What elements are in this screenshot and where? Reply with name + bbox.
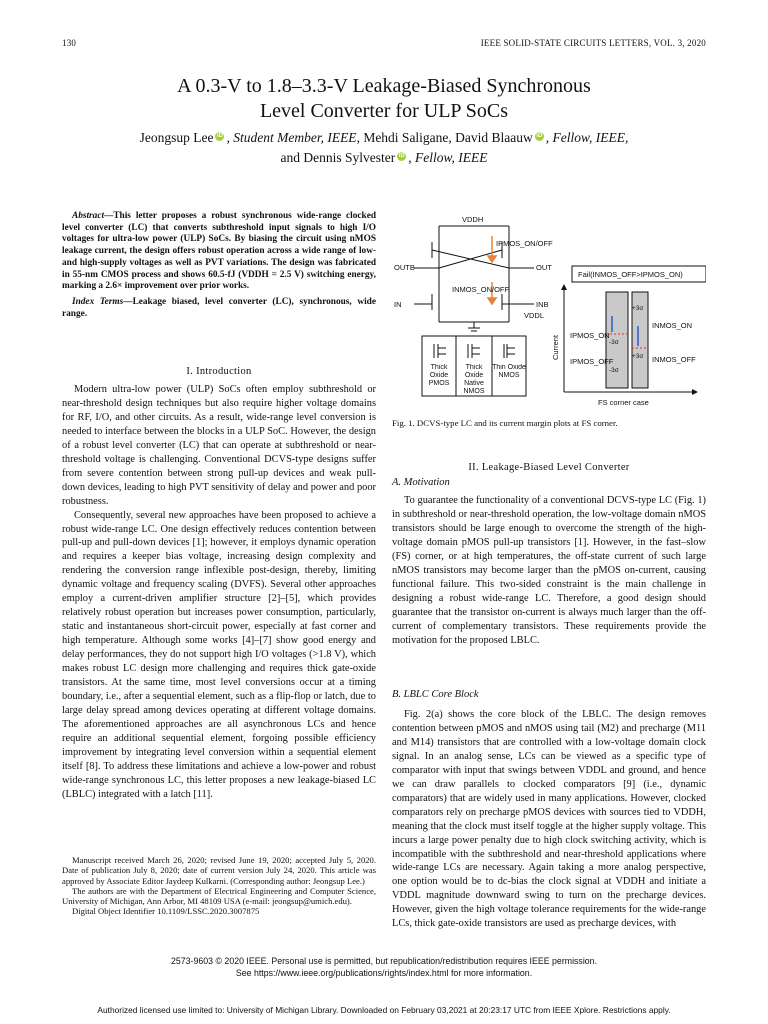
author-name: , Mehdi Saligane, David Blaauw (356, 130, 533, 145)
y-axis-label: Current (551, 334, 560, 360)
paragraph: Fig. 2(a) shows the core block of the LBLC. The design removes contention between pMOS and nMOS using tail (M2) and precharge (M11 and M14) transistors that are controlled with a low-voltage domain clock signal. In an analog sense, LCs can be viewed as a specific type of comparator with input that swings between VDDL and ground, and hence we can draw parallels to clocked comparators [9] (i.e., dynamic comparators) that are widely used in many applications. However, clocked comparators rely on precharge pMOS devices with sources tied to VDDH, meaning that the clock must itself toggle at the higher supply voltage. This incurs a large power penalty due to high clock switching activity, which is incompatible with the subthreshold and near-threshold applications where wide-range LCs are necessary. Again taking a more analog perspective, one option would be to dc-bias the clock signal at VDDH and initiate a VDDL magnitude downward swing to turn on the precharge devices. However, given the high voltage tolerance requirements for the wide-range LCs, thick gate-oxide transistors are used as precharge devices, with (392, 709, 706, 930)
in-label: IN (394, 300, 402, 309)
orcid-icon[interactable]: iD (216, 132, 223, 139)
author-role: , Fellow, IEEE (408, 150, 488, 165)
author-role: , Student Member, IEEE (226, 130, 357, 145)
sigma-label: +3σ (632, 353, 644, 360)
inb-label: INB (536, 300, 549, 309)
title-line-1: A 0.3-V to 1.8–3.3-V Leakage-Biased Synchronous (177, 75, 591, 97)
outb-label: OUTB (394, 263, 415, 272)
author-name: and Dennis Sylvester (280, 150, 396, 165)
inmos-off-label: INMOS_OFF (652, 355, 696, 364)
ipmos-off-label: IPMOS_OFF (570, 357, 614, 366)
legend-thin-nmos: Thin Oxide NMOS (492, 364, 526, 379)
section-heading: II. Leakage-Biased Level Converter (468, 462, 630, 473)
sigma-label: -3σ (609, 367, 619, 374)
copyright-line: 2573-9603 © 2020 IEEE. Personal use is permitted, but republication/redistribution requires IEEE permission. (170, 956, 598, 966)
footnote-affiliation: The authors are with the Department of Electrical Engineering and Computer Science, University of Michigan, Ann Arbor, MI 48109 USA (e-mail: jeongsup@umich.edu). (62, 885, 376, 907)
fail-label: Fail(INMOS_OFF>IPMOS_ON) (578, 270, 683, 279)
author-list (0, 128, 768, 168)
abstract-label: Abstract (72, 211, 105, 221)
journal-header: IEEE SOLID-STATE CIRCUITS LETTERS, VOL. 3, 2020 (480, 38, 706, 48)
rights-link[interactable]: See https://www.ieee.org/publications/rights/index.html for more information. (235, 968, 533, 978)
legend-native-nmos: Thick Oxide Native NMOS (463, 364, 485, 395)
author-role: , Fellow, IEEE, (545, 130, 629, 145)
sigma-label: -3σ (609, 339, 619, 346)
footnote (62, 855, 376, 917)
sigma-label: +3σ (632, 305, 644, 312)
out-label: OUT (536, 263, 552, 272)
section-heading: I. Introduction (186, 366, 252, 377)
license-note: Authorized licensed use limited to: University of Michigan Library. Downloaded on February 03,2021 at 20:23:17 UTC from IEEE Xplore. Restrictions apply. (97, 1005, 671, 1015)
subsection-heading: A. Motivation (392, 477, 450, 488)
inmos-on-label: INMOS_ON (652, 321, 693, 330)
paragraph: Modern ultra-low power (ULP) SoCs often employ subthreshold or near-threshold design techniques but also require higher voltage domains for RF, I/O, and other circuits. As a result, wide-range level conversion is needed to interface between the blocks in a ULP SoC. However, the design of a robust level converter (LC) that can operate at subthreshold or near-threshold voltage is challenging. Conventional DCVS-type designs suffer from severe contention between strong pull-up devices and weak pull-down devices, leading to high PVT sensitivity of delay and power and poor robustness. (62, 384, 376, 507)
lblc-body (392, 708, 706, 931)
subsection-heading: B. LBLC Core Block (392, 689, 479, 700)
ipmos-on-label: IPMOS_ON (570, 331, 610, 340)
nmos-current-label: INMOS_ON/OFF (452, 285, 510, 294)
footnote-doi: Digital Object Identifier 10.1109/LSSC.2020.3007875 (72, 906, 260, 917)
legend-symbols (434, 344, 515, 358)
figure-caption: Fig. 1. DCVS-type LC and its current margin plots at FS corner. (392, 418, 618, 428)
paragraph: Consequently, several new approaches have been proposed to achieve a robust wide-range LC. One design effectively reduces contention between pull-up and pull-down devices [1]; however, it employs dynamic operation and requires a keeper bias voltage, increasing design complexity and rendering the conversion range inflexible post-design, thereby, limiting dynamic voltage and frequency scaling (DVFS). Several other approaches employ a current-driven amplifier structure [2]–[5], which provides relatively robust operation but increases power consumption, particularly, static and instantaneous short-circuit power, especially at fast corner and high temperature. Although some works [4]–[7] show good energy and delay performances, they do not support high I/O voltages (>1.8 V), which makes robust LC design more challenging and requires thick gate-oxide transistors. At the same time, most level conversions occur at a timing boundary, i.e., after a sequential element, such as a flip-flop or latch, due to large delay spread among devices operating at different voltage domains. The aforementioned approaches are all asynchronous LCs and hence require an additional sequential element, forgoing possible efficiency improvement by integrating level conversion within a sequential element itself [8]. To address these limitations and achieve a low-power and robust wide-range synchronous LC, this letter proposes a new leakage-biased LC (LBLC) integrated with a latch [11]. (62, 509, 376, 800)
paragraph: To guarantee the functionality of a conventional DCVS-type LC (Fig. 1) in subthreshold or near-threshold operation, the low-voltage domain nMOS transistors should be large enough to overcome the strength of the high-voltage domain pMOS pull-up transistors [1]. However, in the fast–slow (FS) corner, or at high temperatures, the off-state current of such large nMOS transistors may become larger than the pMOS on-current, causing functional failure. This two-sided constraint is the main challenge in designing a robust wide-range LC. Therefore, a good design should guarantee that the transistor on-current is always much larger than the off-current of complementary transistors. These requirements provide the motivation for the proposed LBLC. (392, 495, 706, 646)
dcvs-schematic (414, 215, 534, 331)
title-line-2: Level Converter for ULP SoCs (259, 100, 509, 122)
motivation-body (392, 494, 706, 647)
page-number: 130 (62, 38, 77, 48)
vddl-label: VDDL (524, 311, 545, 320)
orcid-icon[interactable]: iD (536, 132, 543, 139)
legend-thick-pmos: Thick Oxide PMOS (428, 364, 450, 387)
paper-title (0, 74, 768, 124)
abstract-text: —This letter proposes a robust synchronous wide-range clocked level converter (LC) that converts subthreshold input signals to high I/O voltages for ultra-low power (ULP) SoCs. By biasing the circuit using nMOS leakage current, the design offers robust operation across a wide range of low- and high-supply voltages as well as PVT variations. The design was fabricated in 55-nm CMOS process and shows 60.5-fJ (VDDH = 2.5 V) switching energy, marking a 2.6× improvement over prior works. (62, 211, 376, 292)
abstract (62, 211, 376, 320)
author-name: Jeongsup Lee (139, 130, 214, 145)
intro-body (62, 383, 376, 802)
index-terms-text: —Leakage biased, level converter (LC), synchronous, wide range. (62, 296, 376, 319)
figure-1 (394, 212, 706, 408)
vddh-label: VDDH (462, 215, 484, 224)
pmos-current-label: IPMOS_ON/OFF (496, 239, 553, 248)
index-terms-label: Index Terms (72, 296, 124, 307)
orcid-icon[interactable]: iD (398, 152, 405, 159)
x-axis-label: FS corner case (598, 398, 649, 407)
footnote-manuscript: Manuscript received March 26, 2020; revised June 19, 2020; accepted July 5, 2020. Date of publication July 8, 2020; date of current version July 24, 2020. This article was approved by Associate Editor Jaydeep Kulkarni. (Corresponding author: Jeongsup Lee.) (62, 855, 376, 886)
